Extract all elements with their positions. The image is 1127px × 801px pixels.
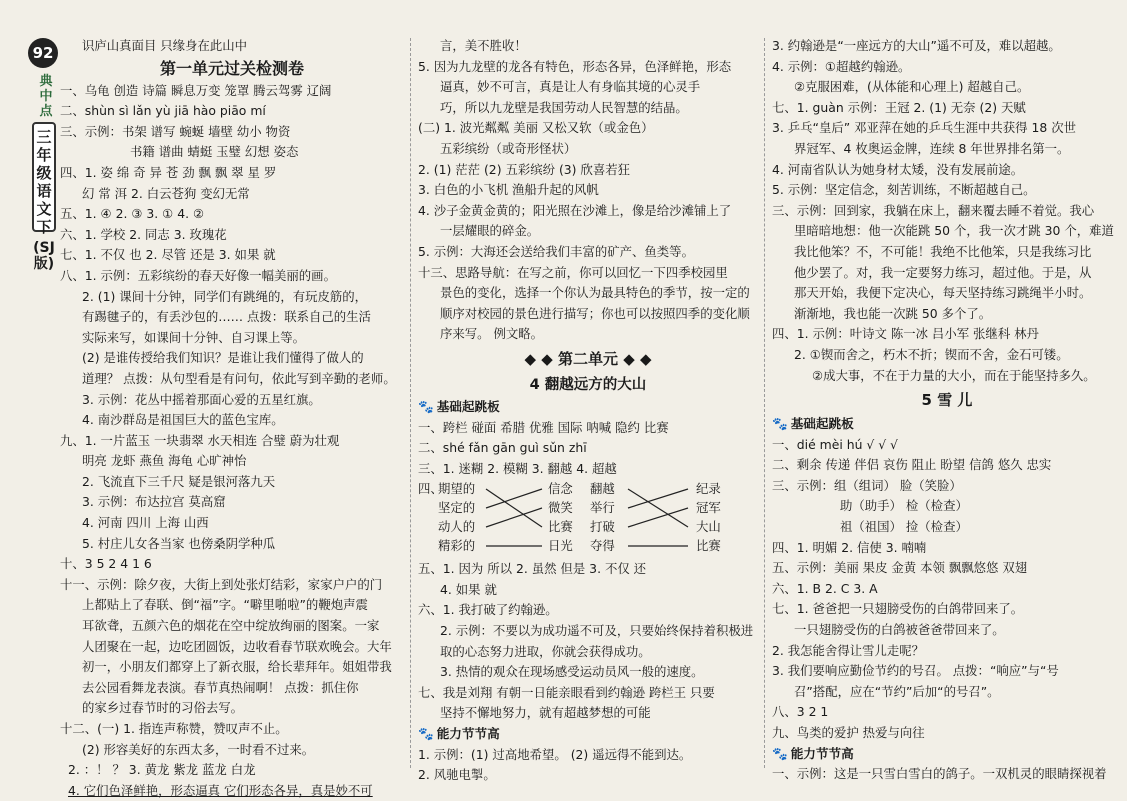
- answer-line: 书籍 谱曲 蜻蜓 玉璧 幻想 姿态: [130, 144, 299, 160]
- answer-line: (二) 1. 波光粼粼 美丽 又松又软（或金色）: [418, 120, 654, 136]
- answer-line: 坚持不懈地努力，就有超越梦想的可能: [440, 705, 651, 721]
- answer-line: 六、1. 我打破了约翰逊。: [418, 602, 558, 618]
- match-item: 日光: [548, 538, 573, 554]
- match-left2-list: [590, 479, 630, 555]
- column-3: [772, 36, 1122, 785]
- answer-line: 3. 示例：花丛中摇着那面心爱的五星红旗。: [82, 391, 321, 407]
- answer-line: 3. 我们要响应勤俭节约的号召。 点拨：“响应”与“号: [772, 663, 1059, 679]
- unit-title-text: 第二单元: [557, 349, 618, 368]
- diamond-icon: ◆ ◆: [524, 349, 558, 368]
- answer-line: 七、1. 爸爸把一只翅膀受伤的白鸽带回来了。: [772, 601, 1024, 617]
- answer-line: 四、1. 明媚 2. 信使 3. 喃喃: [772, 539, 927, 555]
- answer-line: 有踢毽子的，有丢沙包的…… 点拨：联系自己的生活: [82, 309, 371, 325]
- answer-line: 三、示例：书架 谱写 蜿蜒 墙壁 幼小 物资: [60, 123, 291, 139]
- answer-line: 序来写。 例文略。: [440, 326, 544, 342]
- match-right-list: [696, 479, 736, 555]
- answer-line: 界冠军、4 枚奥运金牌，连续 8 年世界排名第一。: [794, 140, 1070, 156]
- answer-line: 五彩缤纷（或奇形怪状）: [440, 140, 577, 156]
- section-heading-text: 能力节节高: [790, 745, 854, 761]
- match-item: 比赛: [548, 519, 573, 535]
- answer-line: 三、示例：回到家，我躺在床上，翻来覆去睡不着觉。我心: [772, 202, 1095, 218]
- answer-line: 4. 沙子金黄金黄的；阳光照在沙滩上，像是给沙滩铺上了: [418, 202, 732, 218]
- answer-line: 5. 村庄儿女各当家 也傍桑阴学种瓜: [82, 535, 276, 551]
- match-mid-list: [548, 479, 588, 555]
- answer-line: 九、鸟类的爱护 热爱与向往: [772, 725, 925, 740]
- match-lines: [626, 479, 692, 555]
- answer-line: 我比他笨？不，不可能！我绝不比他笨，只是我练习比: [794, 243, 1092, 259]
- edition-label: (SJ版): [33, 240, 55, 272]
- answer-line: 3. 白色的小飞机 渔船升起的风帆: [418, 182, 599, 198]
- answer-line: 去公园看舞龙表演。春节真热闹啊！ 点拨：抓住你: [82, 679, 359, 695]
- answer-line: 一、乌龟 创造 诗篇 瞬息万变 笼罩 腾云驾雾 辽阔: [60, 82, 332, 98]
- answer-line: 2. 示例：不要以为成功遥不可及，只要始终保持着积极进: [440, 623, 754, 639]
- answer-line: 四、1. 姿 绵 奇 异 苍 劲 飘 飘 翠 星 罗: [60, 164, 277, 180]
- answer-line: 六、1. 学校 2. 同志 3. 玫瑰花: [60, 226, 227, 242]
- answer-line: 景色的变化，选择一个你认为最具特色的季节，按一定的: [440, 285, 750, 301]
- match-item: 期望的: [438, 481, 476, 497]
- answer-line: 2. ：！ ？ 3. 黄龙 紫龙 蓝龙 白龙: [68, 762, 256, 778]
- match-item: 坚定的: [438, 500, 476, 516]
- answer-line: 六、1. B 2. C 3. A: [772, 580, 878, 596]
- answer-line: 八、3 2 1: [772, 704, 829, 720]
- answer-line: 十二、(一) 1. 指连声称赞，赞叹声不止。: [60, 721, 288, 736]
- answer-line: 巧，所以九龙壁是我国劳动人民智慧的结晶。: [440, 99, 688, 115]
- answer-line: 2. (1) 课间十分钟，同学们有跳绳的，有玩皮筋的，: [82, 288, 368, 304]
- answer-line: 召”搭配，应在“节约”后加“的号召”。: [794, 683, 1000, 699]
- lesson-title: 4 翻越远方的大山: [529, 376, 647, 393]
- answer-line: 的家乡过春节时的习俗去写。: [82, 700, 244, 716]
- paw-icon: 🐾: [772, 416, 788, 432]
- section-heading: [772, 744, 1122, 765]
- answer-line: 4. 河南省队认为她身材太矮，没有发展前途。: [772, 161, 1024, 177]
- answer-line: 十三、思路导航：在写之前，你可以回忆一下四季校园里: [418, 264, 728, 280]
- answer-line: 七、我是刘翔 有朝一日能亲眼看到约翰逊 跨栏王 只要: [418, 684, 715, 700]
- match-item: 纪录: [696, 481, 721, 497]
- answer-line: 3. 示例：布达拉宫 莫高窟: [82, 494, 226, 510]
- answer-line: 助（助手） 检（检查）: [840, 498, 968, 514]
- paw-icon: 🐾: [772, 745, 788, 761]
- match-item: 翻越: [590, 481, 615, 497]
- answer-line: 七、1. 不仅 也 2. 尽管 还是 3. 如果 就: [60, 247, 276, 263]
- answer-line: 一只翅膀受伤的白鸽被爸爸带回来了。: [794, 622, 1005, 638]
- section-heading: [772, 414, 1122, 435]
- section-heading: [418, 724, 758, 745]
- answer-line: 3. 热情的观众在现场感受运动员风一般的速度。: [440, 664, 704, 680]
- answer-line: (2) 是谁传授给我们知识？是谁让我们懂得了做人的: [82, 350, 364, 366]
- answer-line: 五、1. ④ 2. ③ 3. ① 4. ②: [60, 206, 205, 222]
- answer-line: 4. 示例：①超越约翰逊。: [772, 58, 911, 74]
- answer-line: 5. 因为九龙壁的龙各有特色，形态各异，色泽鲜艳，形态: [418, 58, 732, 74]
- match-item: 信念: [548, 481, 573, 497]
- answer-line: ②成大事，不在于力量的大小，而在于能坚持多久。: [812, 367, 1096, 383]
- answer-line: 祖（祖国） 捡（检查）: [840, 519, 968, 535]
- section-heading: [418, 397, 758, 418]
- answer-line: 2. ①锲而舍之，朽木不折；锲而不舍，金石可镂。: [794, 346, 1069, 362]
- section-heading-text: 基础起跳板: [790, 416, 854, 432]
- match-item: 精彩的: [438, 538, 476, 554]
- answer-line: 渐渐地，我也能一次跳 50 多个了。: [794, 305, 992, 321]
- answer-line: 5. 示例：大海还会送给我们丰富的矿产、鱼类等。: [418, 243, 694, 259]
- match-item: 冠军: [696, 500, 721, 516]
- answer-line: 3. 乒乓“皇后” 邓亚萍在她的乒乓生涯中共获得 18 次世: [772, 120, 1076, 136]
- section-heading-text: 能力节节高: [436, 726, 500, 742]
- answer-line: 耳欲聋，五颜六色的烟花在空中绽放绚丽的图案。一家: [82, 618, 380, 634]
- answer-line: 那天开始，我便下定决心，每天坚持练习跳绳半小时。: [794, 285, 1092, 301]
- answer-line: 二、shé fǎn gān guì sǔn zhī: [418, 440, 587, 456]
- answer-line: 一层耀眼的碎金。: [440, 223, 540, 239]
- answer-line: 2. (1) 茫茫 (2) 五彩缤纷 (3) 欣喜若狂: [418, 161, 631, 177]
- match-item: 微笑: [548, 500, 573, 516]
- answer-line: 2. 飞流直下三千尺 疑是银河落九天: [82, 473, 276, 489]
- answer-line: 四、1. 示例：叶诗文 陈一冰 吕小军 张继科 林丹: [772, 326, 1039, 342]
- answer-line: 3. 约翰逊是“一座远方的大山”遥不可及，难以超越。: [772, 38, 1061, 53]
- column-divider: [410, 38, 411, 768]
- section-heading-text: 基础起跳板: [436, 398, 500, 414]
- answer-line: 人团聚在一起，边吃团圆饭，边收看春节联欢晚会。大年: [82, 638, 392, 654]
- unit-title: [418, 345, 758, 373]
- answer-line: 九、1. 一片蓝玉 一块翡翠 水天相连 合璧 蔚为壮观: [60, 432, 340, 448]
- match-item: 举行: [590, 500, 615, 516]
- match-lines: [484, 479, 546, 555]
- answer-line: 八、1. 示例：五彩缤纷的春天好像一幅美丽的画。: [60, 267, 336, 283]
- answer-line: 三、示例：组（组词） 脸（笑脸）: [772, 477, 962, 493]
- answer-line: 一、示例：这是一只雪白雪白的鸽子。一双机灵的眼睛探视着: [772, 766, 1107, 782]
- answer-line: 里暗暗地想：他一次能跳 50 个，我一次才跳 30 个，难道: [794, 223, 1114, 239]
- answer-line: 二、剩余 传递 伴侣 哀伤 阻止 盼望 信鸽 悠久 忠实: [772, 457, 1052, 473]
- answer-line: 五、1. 因为 所以 2. 虽然 但是 3. 不仅 还: [418, 561, 647, 577]
- match-left-list: [438, 479, 484, 555]
- matching-exercise: [418, 479, 758, 559]
- answer-line: 5. 示例：坚定信念，刻苦训练，不断超越自己。: [772, 182, 1036, 198]
- answer-line: 上都贴上了春联、倒“福”字。“噼里啪啦”的鞭炮声震: [82, 597, 368, 613]
- brand-logo: 典中点: [39, 74, 53, 119]
- match-item: 比赛: [696, 538, 721, 554]
- answer-line: 1. 示例：(1) 过高地希望。 (2) 遥远得不能到达。: [418, 746, 692, 762]
- paw-icon: 🐾: [418, 398, 434, 414]
- answer-line: 4. 河南 四川 上海 山西: [82, 515, 209, 531]
- answer-line: 2. 我怎能舍得让雪儿走呢？: [772, 642, 925, 658]
- spine: [0, 0, 60, 768]
- match-item: 打破: [590, 519, 615, 535]
- unit-test-title: 第一单元过关检测卷: [159, 58, 304, 78]
- column-1: [60, 36, 404, 801]
- answer-line: 三、1. 迷糊 2. 模糊 3. 翻越 4. 超越: [418, 460, 617, 476]
- diamond-icon: ◆ ◆: [618, 349, 652, 368]
- answer-line: (2) 形容美好的东西太多，一时看不过来。: [82, 741, 315, 757]
- answer-line: 言，美不胜收！: [440, 38, 527, 53]
- answer-line: 4. 如果 就: [440, 581, 497, 597]
- answer-line: 五、示例：美丽 果皮 金黄 本领 飘飘悠悠 双翅: [772, 560, 1028, 576]
- answer-line: 顺序对校园的景色进行描写；你也可以按照四季的变化顺: [440, 305, 750, 321]
- answer-line: 4. 南沙群岛是祖国巨大的蓝色宝库。: [82, 412, 284, 428]
- match-item: 大山: [696, 519, 721, 535]
- answer-line: 道理？ 点拨：从句型看是有问句，依此写到辛勤的老师。: [82, 370, 396, 386]
- paw-icon: 🐾: [418, 726, 434, 742]
- answer-line: 十一、示例：除夕夜，大街上到处张灯结彩，家家户户的门: [60, 576, 383, 592]
- answer-line: 取的心态努力进取，你就会获得成功。: [440, 643, 651, 659]
- answer-line: 七、1. guàn 示例：王冠 2. (1) 无奈 (2) 天赋: [772, 99, 1026, 115]
- matching-number: 四、: [418, 481, 443, 497]
- answer-line: 幻 常 洱 2. 白云苍狗 变幻无常: [82, 185, 250, 201]
- answer-line: 4. 它们色泽鲜艳，形态逼真 它们形态各异，真是妙不可: [68, 782, 373, 798]
- match-item: 动人的: [438, 519, 476, 535]
- lesson-title: 5 雪 儿: [921, 391, 973, 410]
- answer-line: 一、跨栏 碰面 希腊 优雅 国际 呐喊 隐约 比赛: [418, 419, 669, 435]
- answer-line: 二、shùn sì lǎn yù jiā hào piāo mí: [60, 103, 266, 119]
- answer-line: 逼真，妙不可言，真是让人有身临其境的心灵手: [440, 79, 701, 95]
- answer-line: 初一，小朋友们都穿上了新衣服，给长辈拜年。姐姐带我: [82, 659, 392, 675]
- answer-line: 他少罢了。对，我一定要努力练习，超过他。于是，从: [794, 264, 1092, 280]
- answer-line: 一、dié mèi hú √ √ √: [772, 436, 898, 452]
- answer-line: 十、3 5 2 4 1 6: [60, 556, 152, 572]
- column-2: [418, 36, 758, 786]
- match-item: 夺得: [590, 538, 615, 554]
- column-divider: [764, 38, 765, 768]
- page-number: 92: [28, 38, 58, 68]
- grade-label: 三年级语文下: [32, 122, 56, 232]
- answer-line: 明亮 龙虾 燕鱼 海龟 心旷神怡: [82, 453, 247, 469]
- answer-line: ②克服困难，(从体能和心理上) 超越自己。: [794, 79, 1030, 95]
- answer-line: 2. 风驰电掣。: [418, 767, 496, 783]
- answer-line: 实际来写，如课间十分钟、自习课上等。: [82, 329, 306, 345]
- poem-line: 识庐山真面目 只缘身在此山中: [82, 38, 248, 53]
